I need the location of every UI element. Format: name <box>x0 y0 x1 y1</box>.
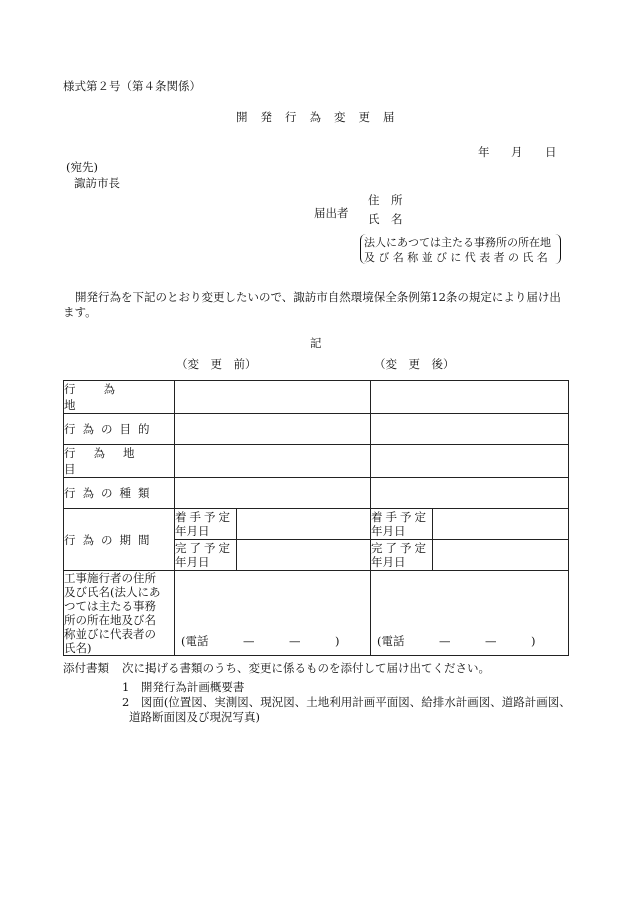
end-label-after: 完了予定 年月日 <box>371 540 433 571</box>
addressee-prefix: (宛先) <box>66 160 98 174</box>
corp-note-line2: 及び名称並びに代表者の氏名 <box>364 251 552 264</box>
body-text-line2: ます。 <box>63 305 97 319</box>
table-row <box>64 571 569 656</box>
start-date-after-cell[interactable] <box>433 509 569 540</box>
row-label-contractor: 工事施行者の住所 及び氏名(法人にあ つては主たる事務 所の所在地及び名 称並びに代表者の 氏名) <box>64 571 175 656</box>
end-date-after-cell[interactable] <box>433 540 569 571</box>
purpose-before-cell[interactable] <box>175 414 371 445</box>
tel-after: (電話 — — ) <box>377 634 536 648</box>
start-date-before-cell[interactable] <box>237 509 371 540</box>
type-before-cell[interactable] <box>175 478 371 509</box>
applicant-name-label: 氏 名 <box>368 212 403 226</box>
land-before-cell[interactable] <box>175 445 371 478</box>
row-label-type: 行為の種類 <box>64 478 175 509</box>
table-row <box>64 478 569 509</box>
attachment-item-1: 1 開発行為計画概要書 <box>122 680 245 694</box>
row-label-purpose: 行為の目的 <box>64 414 175 445</box>
date-day: 日 <box>545 145 557 159</box>
date-year: 年 <box>478 145 490 159</box>
change-table <box>63 380 569 656</box>
column-after-heading: （変 更 後） <box>374 357 455 371</box>
column-before-heading: （変 更 前） <box>176 357 257 371</box>
table-row <box>64 381 569 414</box>
start-label-after: 着手予定 年月日 <box>371 509 433 540</box>
contractor-before-cell[interactable] <box>175 571 371 656</box>
applicant-address-label: 住 所 <box>368 193 403 207</box>
purpose-after-cell[interactable] <box>371 414 569 445</box>
end-label-before: 完了予定 年月日 <box>175 540 237 571</box>
table-row <box>64 414 569 445</box>
table-row <box>64 509 569 540</box>
row-label-period: 行為の期間 <box>64 509 175 571</box>
site-after-cell[interactable] <box>371 381 569 414</box>
date-month: 月 <box>511 145 523 159</box>
contractor-after-cell[interactable] <box>371 571 569 656</box>
tel-before: (電話 — — ) <box>181 634 340 648</box>
attachments-label: 添付書類 <box>63 661 109 675</box>
site-before-cell[interactable] <box>175 381 371 414</box>
applicant-label: 届出者 <box>314 206 349 220</box>
corp-note-line1: 法人にあつては主たる事務所の所在地 <box>364 236 551 249</box>
row-label-site: 行為地 <box>64 381 175 414</box>
row-label-land: 行為地目 <box>64 445 175 478</box>
addressee-name: 諏訪市長 <box>74 176 120 190</box>
type-after-cell[interactable] <box>371 478 569 509</box>
attachments-intro: 次に掲げる書類のうち、変更に係るものを添付して届け出てください。 <box>122 661 490 675</box>
attachment-item-2-line2: 道路断面図及び現況写真) <box>129 710 260 724</box>
body-text-line1: 開発行為を下記のとおり変更したいので、諏訪市自然環境保全条例第12条の規定により届け出 <box>75 290 561 304</box>
form-number: 様式第２号（第４条関係） <box>63 79 201 93</box>
page-title: 開発行為変更届 <box>236 110 408 124</box>
ki-heading: 記 <box>310 336 322 350</box>
end-date-before-cell[interactable] <box>237 540 371 571</box>
table-row <box>64 445 569 478</box>
land-after-cell[interactable] <box>371 445 569 478</box>
attachment-item-2-line1: 2 図面(位置図、実測図、現況図、土地利用計画平面図、給排水計画図、道路計画図、 <box>122 695 571 709</box>
start-label-before: 着手予定 年月日 <box>175 509 237 540</box>
